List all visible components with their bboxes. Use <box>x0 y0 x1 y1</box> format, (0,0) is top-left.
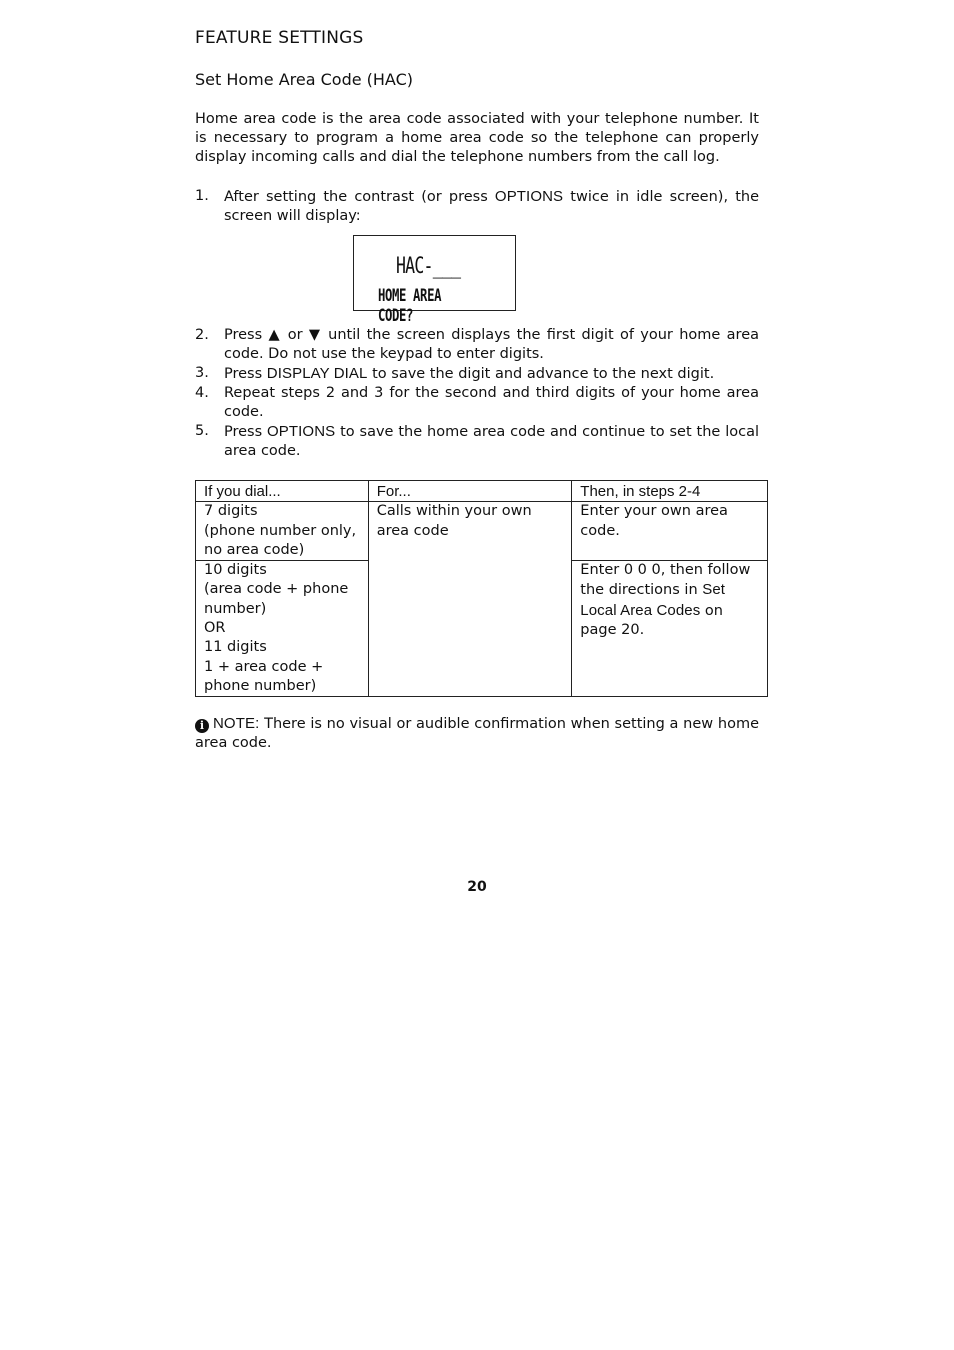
step-4 <box>195 384 759 422</box>
table-cell-for: Calls within your own area code <box>368 502 572 697</box>
step-text: Press ▲ or ▼ until the screen displays the first digit of your home area code. Do not use the keypad to enter digits. <box>224 327 760 363</box>
note-text: There is no visual or audible confirmation when setting a new home area code. <box>195 716 759 752</box>
intro-paragraph: Home area code is the area code associated with your telephone number. It is necessary to program a home area code so the telephone can properly display incoming calls and dial the telephone numbers from the call log. <box>195 111 759 166</box>
step-number: 2. <box>195 327 209 343</box>
step-text: After setting the contrast (or press OPTIONS twice in idle screen), the screen will display: <box>224 188 759 225</box>
note-label: NOTE: <box>213 715 260 732</box>
info-icon: i <box>195 719 209 733</box>
step-number: 4. <box>195 385 209 401</box>
step-1 <box>195 187 759 226</box>
options-key-label: OPTIONS <box>494 188 564 205</box>
step-number: 5. <box>195 423 209 439</box>
step-3 <box>195 364 759 384</box>
step-5 <box>195 422 759 461</box>
step-text: Repeat steps 2 and 3 for the second and third digits of your home area code. <box>224 385 759 421</box>
note <box>195 714 759 753</box>
lcd-screen <box>353 235 516 326</box>
section-heading: FEATURE SETTINGS <box>195 28 364 48</box>
down-arrow-icon: ▼ <box>308 327 322 343</box>
table-header-row <box>196 481 768 502</box>
table-cell-dial: 7 digits (phone number only, no area code) <box>196 502 369 561</box>
step-2 <box>195 326 759 364</box>
table-cell-then: Enter your own area code. <box>572 502 768 561</box>
page-number: 20 <box>467 879 487 895</box>
table-row <box>196 502 768 561</box>
table-cell-then: Enter 0 0 0, then follow the directions in Set Local Area Codes on page 20. <box>572 561 768 697</box>
set-local-area-codes-reference: Set Local Area Codes <box>580 581 726 619</box>
step-number: 3. <box>195 365 209 381</box>
subsection-heading: Set Home Area Code (HAC) <box>195 70 413 89</box>
display-dial-key-label: DISPLAY DIAL <box>266 365 368 382</box>
lcd-line-prompt: HOME AREA CODE? <box>378 286 442 326</box>
dialing-table <box>195 480 768 697</box>
lcd-line-hac: HAC-___ <box>396 254 461 279</box>
step-text: Press OPTIONS to save the home area code and continue to set the local area code. <box>224 423 759 460</box>
table-cell-dial: 10 digits (area code + phone number) OR 11 digits 1 + area code + phone number) <box>196 561 369 697</box>
table-header-cell: Then, in steps 2-4 <box>572 481 768 502</box>
table-header-cell: For... <box>368 481 572 502</box>
up-arrow-icon: ▲ <box>268 327 282 343</box>
step-number: 1. <box>195 188 209 204</box>
table-header-cell: If you dial... <box>196 481 369 502</box>
options-key-label: OPTIONS <box>267 423 336 440</box>
step-text: Press DISPLAY DIAL to save the digit and advance to the next digit. <box>224 365 715 382</box>
